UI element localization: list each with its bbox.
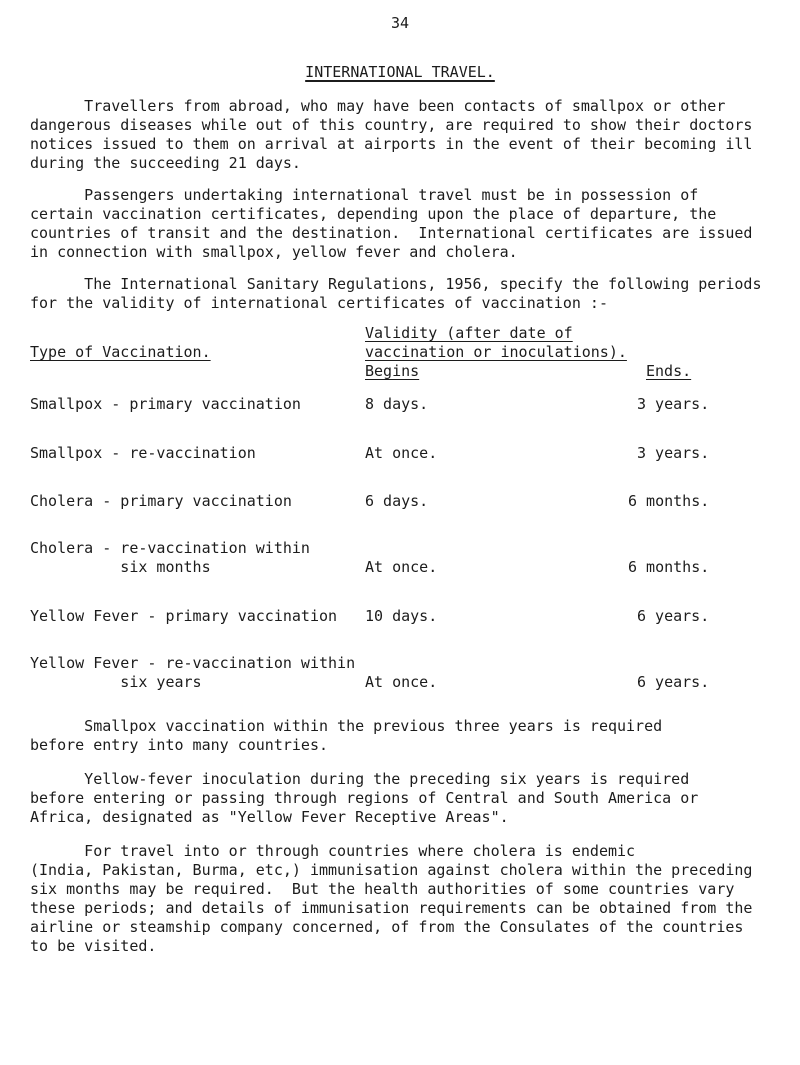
row-begins: At once. xyxy=(365,444,438,462)
row-begins: 8 days. xyxy=(365,395,429,413)
page-title xyxy=(0,63,800,82)
paragraph-contacts: Travellers from abroad, who may have been contacts of smallpox or other dangerous diseases while out of this country, are required to show their doctors notices issued to them on arrival at airports in the event of their becoming ill during the succeeding 21 days. xyxy=(30,97,753,172)
row-begins: 6 days. xyxy=(365,492,429,510)
begins-header: Begins xyxy=(365,362,420,380)
row-begins: 10 days. xyxy=(365,607,438,625)
row-type: Yellow Fever - re-vaccination within six years xyxy=(30,654,356,691)
row-begins: At once. xyxy=(365,558,438,576)
row-type: Cholera - primary vaccination xyxy=(30,492,292,510)
page-title-text: INTERNATIONAL TRAVEL. xyxy=(305,63,495,81)
row-begins: At once. xyxy=(365,673,438,691)
paragraph-smallpox: Smallpox vaccination within the previous three years is required before entry into many countries. xyxy=(30,717,663,754)
paragraph-cholera: For travel into or through countries where cholera is endemic (India, Pakistan, Burma, etc,) immunisation against cholera within the preceding six months may be required. But the health authorities of some countries vary these periods; and details of immunisation requirements can be obtained from the airline or steamship company concerned, of from the Consulates of the countries to be visited. xyxy=(30,842,753,955)
type-of-vaccination-header: Type of Vaccination. xyxy=(30,343,211,361)
paragraph-certificates: Passengers undertaking international travel must be in possession of certain vaccination certificates, depending upon the place of departure, the countries of transit and the destination. International certificates are issued in connection with smallpox, yellow fever and cholera. xyxy=(30,186,753,261)
paragraph-yellow-fever: Yellow-fever inoculation during the preceding six years is required before entering or passing through regions of Central and South America or Africa, designated as "Yellow Fever Receptive Areas". xyxy=(30,770,699,826)
row-type: Smallpox - re-vaccination xyxy=(30,444,256,462)
row-ends: 3 years. xyxy=(637,395,710,413)
row-ends: 3 years. xyxy=(637,444,710,462)
row-ends: 6 years. xyxy=(637,607,710,625)
page-number: 34 xyxy=(390,14,410,32)
row-type: Smallpox - primary vaccination xyxy=(30,395,301,413)
row-ends: 6 years. xyxy=(637,673,710,691)
row-type: Cholera - re-vaccination within six months xyxy=(30,539,310,576)
paragraph-regulations: The International Sanitary Regulations, 1956, specify the following periods for the validity of international certificates of vaccination :- xyxy=(30,275,762,312)
row-type: Yellow Fever - primary vaccination xyxy=(30,607,338,625)
row-ends: 6 months. xyxy=(628,558,710,576)
ends-header: Ends. xyxy=(646,362,692,380)
row-ends: 6 months. xyxy=(628,492,710,510)
validity-header-line2: vaccination or inoculations). xyxy=(365,343,627,361)
validity-header-line1: Validity (after date of xyxy=(365,324,573,342)
